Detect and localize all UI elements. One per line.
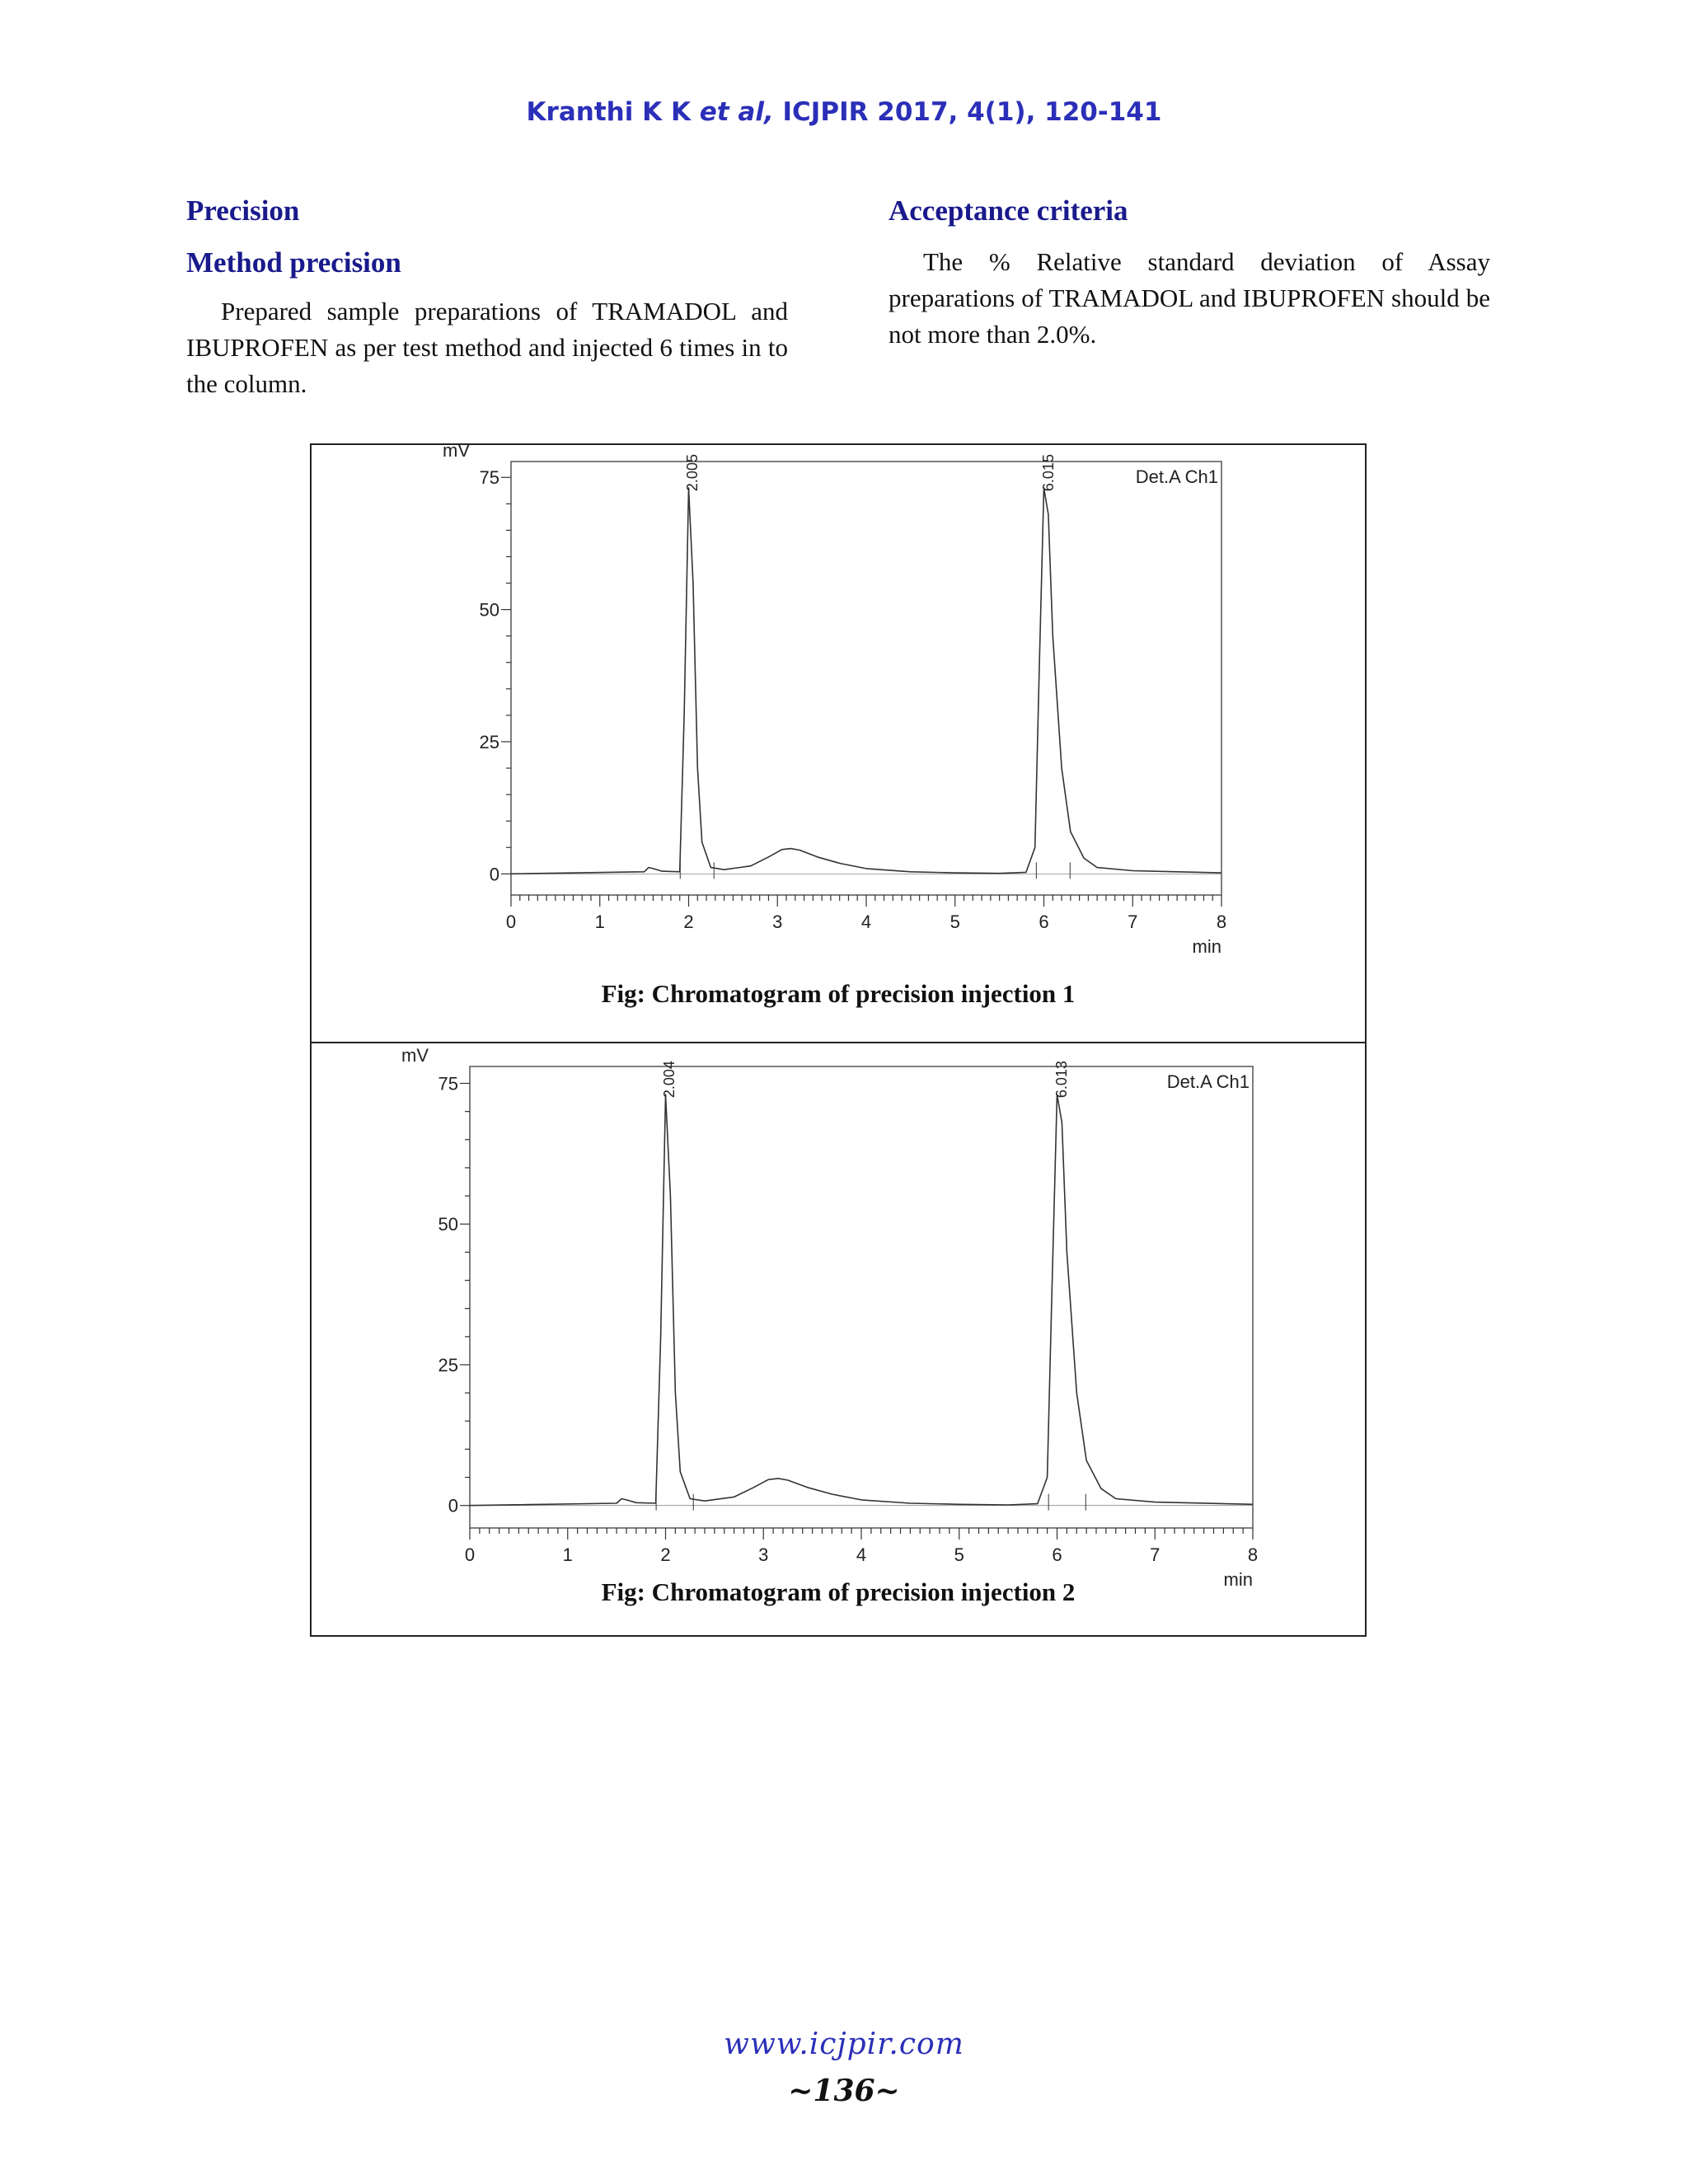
running-head-et-al: et al, [699,97,774,127]
x-tick-label: 2 [683,912,694,932]
chromatogram-1-svg [312,440,1365,1042]
peak-retention-label: 6.015 [1040,454,1057,492]
x-axis-label: min [1223,1569,1253,1590]
figure-frame [310,440,1367,1637]
plot-area [511,462,1221,895]
x-tick-label: 1 [594,912,605,932]
detector-legend: Det.A Ch1 [1135,466,1218,487]
y-tick-label: 75 [438,1073,458,1094]
chromatogram-1-caption: Fig: Chromatogram of precision injection 1 [601,979,1076,1008]
footer-page-number: ~136~ [788,2074,900,2108]
acceptance-criteria-paragraph: The % Relative standard deviation of Assay preparations of TRAMADOL and IBUPROFEN should be not more than 2.0%. [889,247,1490,349]
chromatogram-trace [470,1094,1253,1506]
chromatogram-injection-2 [312,1042,1365,1635]
x-tick-label: 4 [860,912,872,932]
x-tick-label: 2 [660,1544,671,1565]
running-head [0,97,1688,127]
footer-url[interactable]: www.icjpir.com [724,2027,964,2061]
peak-retention-label: 2.005 [684,454,701,492]
running-head-citation: ICJPIR 2017, 4(1), 120-141 [773,97,1162,127]
x-tick-label: 6 [1052,1544,1062,1565]
x-tick-label: 8 [1247,1544,1259,1565]
chromatogram-injection-1 [312,440,1365,1042]
y-axis-label: mV [401,1045,429,1066]
running-head-author: Kranthi K K [526,97,700,127]
plot-area [470,1066,1253,1528]
x-tick-label: 7 [1128,912,1138,932]
detector-legend: Det.A Ch1 [1166,1071,1250,1092]
x-tick-label: 4 [856,1544,867,1565]
x-tick-label: 5 [954,1544,964,1565]
peak-retention-label: 2.004 [660,1061,678,1099]
x-tick-label: 3 [758,1544,769,1565]
subsection-heading-method-precision: Method precision [186,246,401,279]
y-tick-label: 75 [479,467,499,489]
peak-retention-label: 6.013 [1053,1061,1071,1099]
y-tick-label: 50 [479,599,499,621]
x-tick-label: 5 [950,912,960,932]
section-heading-acceptance-criteria: Acceptance criteria [889,194,1128,227]
y-tick-label: 25 [479,731,499,752]
x-tick-label: 8 [1216,912,1227,932]
y-axis-label: mV [443,440,470,461]
chromatogram-2-svg [312,1042,1365,1635]
method-precision-paragraph: Prepared sample preparations of TRAMADOL and IBUPROFEN as per test method and injected 6 times in to the column. [186,297,788,398]
x-tick-label: 0 [505,912,517,932]
x-axis-label: min [1192,936,1221,957]
x-tick-label: 1 [562,1544,573,1565]
section-heading-precision: Precision [186,194,300,227]
chromatogram-2-caption: Fig: Chromatogram of precision injection 2 [601,1577,1076,1606]
y-tick-label: 25 [438,1354,458,1376]
y-tick-label: 0 [489,864,499,885]
chromatogram-trace [511,488,1221,874]
x-tick-label: 7 [1150,1544,1160,1565]
x-tick-label: 3 [772,912,783,932]
y-tick-label: 0 [448,1495,458,1516]
x-tick-label: 6 [1039,912,1049,932]
x-tick-label: 0 [464,1544,476,1565]
y-tick-label: 50 [438,1214,458,1235]
